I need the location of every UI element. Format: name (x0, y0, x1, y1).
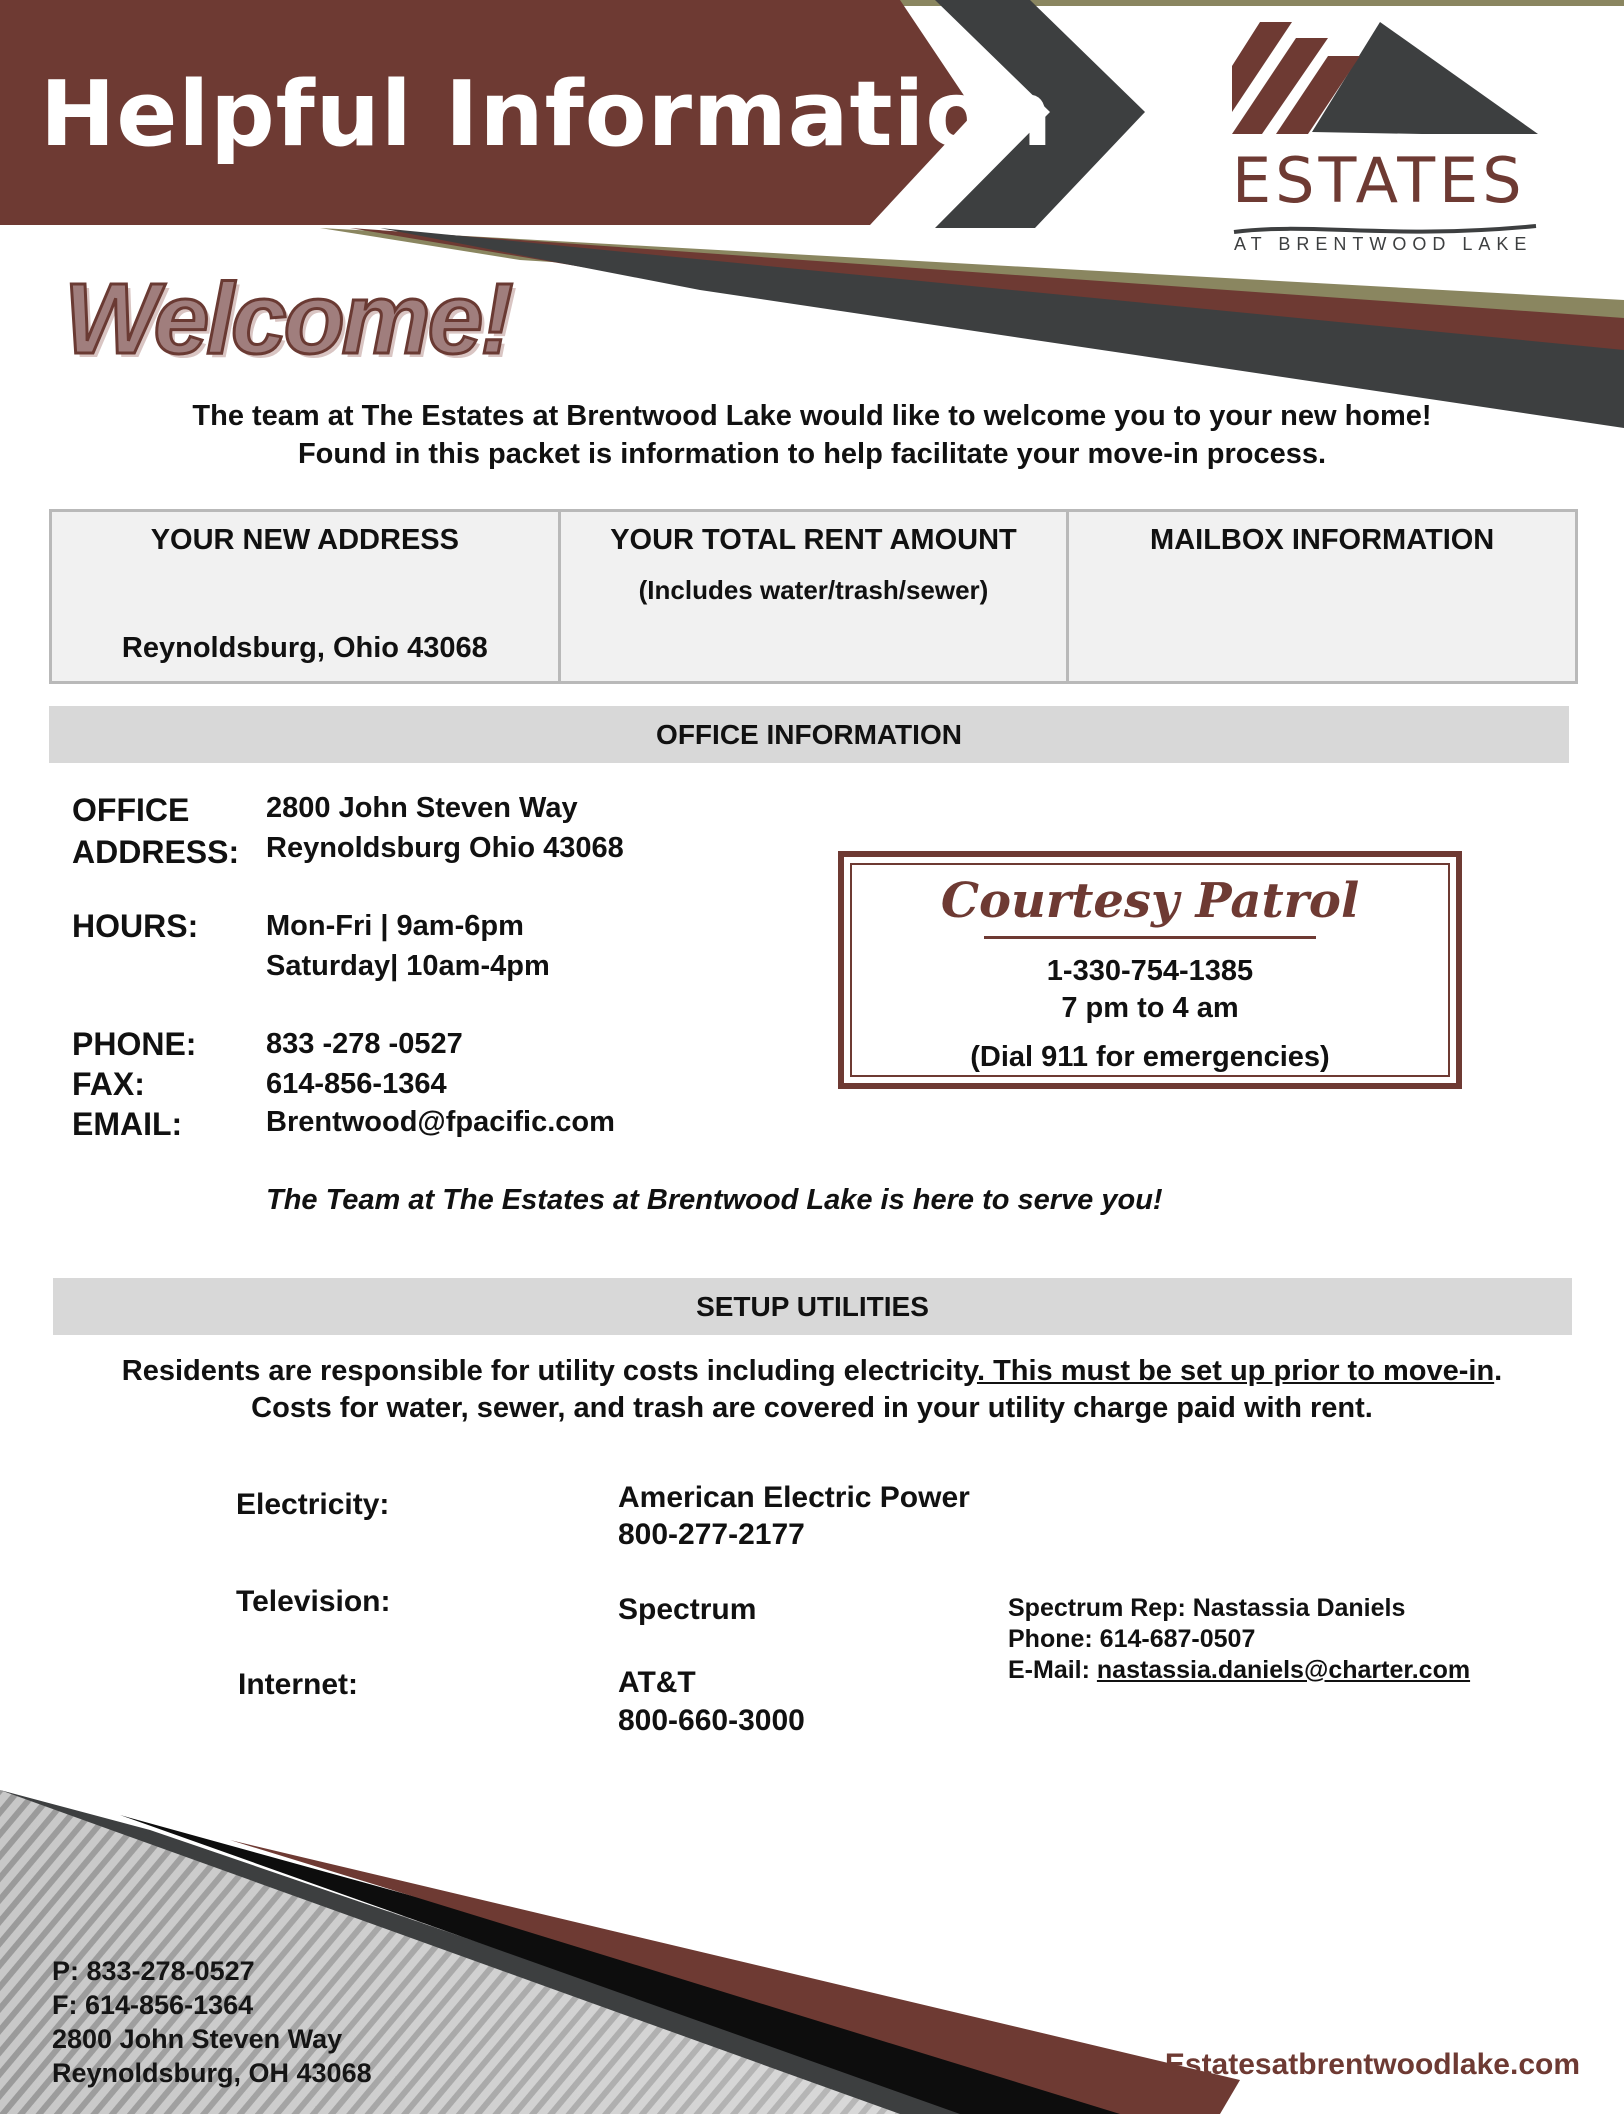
footer-address-line-2: Reynoldsburg, OH 43068 (52, 2058, 372, 2088)
spectrum-rep-email-label: E-Mail: (1008, 1656, 1097, 1684)
email-label: EMAIL: (72, 1106, 183, 1142)
utilities-note-line-1 (0, 1355, 1624, 1388)
courtesy-patrol-phone: 1-330-754-1385 (1046, 955, 1254, 987)
estates-logo (1232, 22, 1538, 254)
utilities-note-text: Residents are responsible for utility costs including electricity (121, 1355, 977, 1387)
electricity-phone: 800-277-2177 (618, 1518, 805, 1551)
move-in-info-table (49, 509, 1578, 684)
office-address-label-1: OFFICE (72, 792, 190, 828)
spectrum-rep-phone: Phone: 614-687-0507 (1008, 1625, 1256, 1653)
phone-label: PHONE: (72, 1026, 197, 1062)
logo-name: ESTATES (1232, 144, 1526, 217)
mailbox-info-header: MAILBOX INFORMATION (1150, 524, 1495, 556)
intro-line-2: Found in this packet is information to help facilitate your move-in process. (297, 438, 1327, 470)
office-address-line-1: 2800 John Steven Way (266, 792, 578, 824)
fax-label: FAX: (72, 1066, 145, 1102)
internet-label: Internet: (238, 1668, 358, 1701)
television-provider: Spectrum (618, 1593, 757, 1626)
spectrum-rep-email-link[interactable]: nastassia.daniels@charter.com (1096, 1656, 1471, 1684)
electricity-label: Electricity: (236, 1488, 390, 1521)
spectrum-rep-name: Spectrum Rep: Nastassia Daniels (1008, 1594, 1406, 1622)
new-address-value: Reynoldsburg, Ohio 43068 (121, 632, 488, 664)
intro-line-1: The team at The Estates at Brentwood Lake would like to welcome you to your new home! (192, 400, 1432, 432)
new-address-header: YOUR NEW ADDRESS (150, 524, 459, 556)
logo-tagline: AT BRENTWOOD LAKE (1234, 234, 1533, 254)
hours-label: HOURS: (72, 908, 199, 944)
rent-amount-cell (559, 511, 1068, 683)
hours-line-1: Mon-Fri | 9am-6pm (266, 910, 524, 942)
mailbox-info-cell (1068, 511, 1577, 683)
spectrum-rep-email-line (1008, 1656, 1470, 1685)
footer-fax: F: 614-856-1364 (52, 1990, 254, 2020)
footer-address-line-1: 2800 John Steven Way (52, 2024, 343, 2054)
office-tagline: The Team at The Estates at Brentwood Lake is here to serve you! (266, 1184, 1163, 1216)
utilities-note-line-2: Costs for water, sewer, and trash are covered in your utility charge paid with rent. (251, 1392, 1373, 1424)
courtesy-patrol-box (838, 851, 1462, 1089)
footer-website-link[interactable]: Estatesatbrentwoodlake.com (1164, 2048, 1580, 2081)
courtesy-patrol-title: Courtesy Patrol (940, 873, 1360, 929)
fax-value: 614-856-1364 (266, 1068, 447, 1100)
page-title: Helpful Information (40, 62, 1054, 167)
utilities-note-period: . (1494, 1355, 1503, 1387)
internet-provider: AT&T (618, 1666, 696, 1699)
footer-phone: P: 833-278-0527 (52, 1956, 255, 1986)
email-value: Brentwood@fpacific.com (266, 1106, 615, 1138)
courtesy-patrol-hours: 7 pm to 4 am (1061, 992, 1239, 1024)
office-section-title: OFFICE INFORMATION (49, 706, 1569, 763)
welcome-heading: Welcome! (64, 263, 511, 375)
new-address-cell (51, 511, 560, 683)
courtesy-patrol-note: (Dial 911 for emergencies) (970, 1041, 1330, 1073)
utilities-note-emphasis: . This must be set up prior to move-in (976, 1355, 1495, 1387)
office-address-label-2: ADDRESS: (72, 834, 240, 870)
office-address-line-2: Reynoldsburg Ohio 43068 (266, 832, 624, 864)
courtesy-patrol-divider (984, 936, 1316, 939)
electricity-provider: American Electric Power (618, 1481, 970, 1514)
phone-value: 833 -278 -0527 (266, 1028, 463, 1060)
rent-amount-note: (Includes water/trash/sewer) (638, 575, 989, 605)
hours-line-2: Saturday| 10am-4pm (266, 950, 550, 982)
internet-phone: 800-660-3000 (618, 1704, 805, 1737)
rent-amount-header: YOUR TOTAL RENT AMOUNT (610, 524, 1017, 556)
house-roof-icon (1232, 22, 1538, 142)
utilities-section-title: SETUP UTILITIES (53, 1278, 1572, 1335)
television-label: Television: (236, 1585, 391, 1618)
